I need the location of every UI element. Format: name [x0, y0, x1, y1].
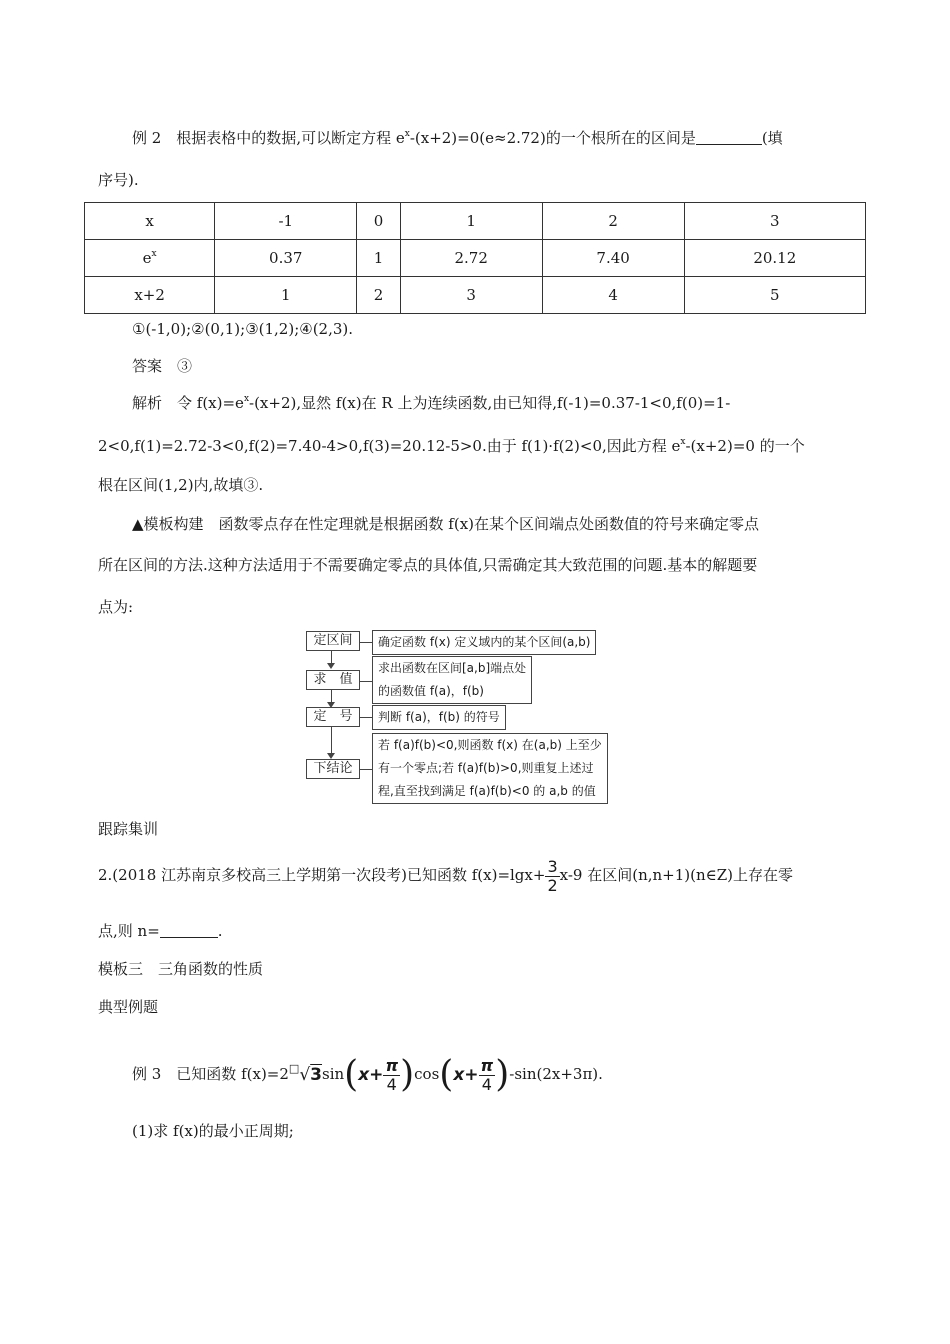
answer-blank[interactable] [696, 128, 762, 145]
example2-text-a: 例 2 根据表格中的数据,可以断定方程 e [132, 129, 405, 147]
table-cell: 2.72 [400, 240, 542, 277]
fraction-numerator: π [480, 1055, 494, 1075]
options: ①(-1,0);②(0,1);③(1,2);④(2,3). [132, 320, 354, 338]
flow-step-line: 求出函数在区间[a,b]端点处 [378, 661, 527, 675]
connector-dash [360, 717, 372, 718]
example2-text-c: (填 [761, 129, 783, 147]
fraction-numerator: 3 [547, 856, 558, 876]
table-cell: 3 [684, 203, 865, 240]
flow-step-key: 求 值 [306, 670, 360, 690]
fraction-denominator: 4 [481, 1074, 492, 1094]
table-cell: 0.37 [215, 240, 357, 277]
sqrt-icon: √ [299, 1065, 311, 1085]
data-table [84, 202, 866, 314]
tracking-title: 跟踪集训 [98, 820, 159, 838]
table-cell: 20.12 [684, 240, 865, 277]
flow-step-desc [372, 733, 608, 804]
flow-step-line: 程,直至找到满足 f(a)f(b)<0 的 a,b 的值 [378, 784, 596, 798]
table-cell: -1 [215, 203, 357, 240]
answer-blank[interactable] [160, 921, 218, 938]
sin-text: sin [322, 1065, 345, 1083]
answer: 答案 ③ [132, 357, 193, 375]
template-line3: 点为: [98, 598, 134, 616]
template-line2: 所在区间的方法.这种方法适用于不需要确定零点的具体值,只需确定其大致范围的问题.基本的解题要 [98, 556, 758, 574]
table-cell: 7.40 [542, 240, 684, 277]
table-cell: 5 [684, 277, 865, 314]
example2-line2: 序号). [98, 171, 139, 189]
example3-text: 例 3 已知函数 f(x)=2 [132, 1065, 289, 1083]
module3-title: 模板三 三角函数的性质 [98, 960, 264, 978]
fraction-denominator: 4 [386, 1074, 397, 1094]
exponent: x [151, 249, 157, 259]
module3-subtitle: 典型例题 [98, 998, 159, 1016]
exponent: x [243, 394, 250, 404]
example3-line [132, 1046, 603, 1098]
flow-step-desc [372, 630, 596, 655]
example3-question1: (1)求 f(x)的最小正周期; [132, 1122, 294, 1140]
radicand: 3 [310, 1065, 323, 1085]
flow-step-desc [372, 705, 506, 730]
question-text: . [217, 922, 223, 940]
cell-text: e [142, 249, 152, 267]
flow-step-line: 确定函数 f(x) 定义域内的某个区间(a,b) [378, 635, 591, 649]
fraction [479, 1057, 496, 1094]
connector-line [331, 727, 332, 755]
analysis-text: -(x+2)=0 的一个 [685, 437, 805, 455]
table-cell [85, 240, 215, 277]
analysis-text: 解析 令 f(x)=e [132, 394, 244, 412]
flow-step-key: 下结论 [306, 759, 360, 779]
variable-x: x+ [453, 1065, 479, 1085]
analysis-line2 [98, 435, 805, 457]
fraction-numerator: π [385, 1055, 399, 1075]
table-row [85, 240, 866, 277]
analysis-line1 [132, 392, 730, 414]
example3-text: -sin(2x+3π). [509, 1065, 603, 1083]
flow-step-key: 定 号 [306, 707, 360, 727]
example2-text-b: -(x+2)=0(e≈2.72)的一个根所在的区间是 [409, 129, 696, 147]
template-line1: ▲模板构建 函数零点存在性定理就是根据函数 f(x)在某个区间端点处函数值的符号来确定零点 [132, 515, 760, 533]
fraction [545, 858, 559, 895]
table-cell: 1 [357, 240, 401, 277]
table-cell: x+2 [85, 277, 215, 314]
table-cell: 1 [400, 203, 542, 240]
table-cell: 2 [542, 203, 684, 240]
left-paren: ( [439, 1054, 454, 1095]
flow-step-line: 有一个零点;若 f(a)f(b)>0,则重复上述过 [378, 761, 594, 775]
table-cell: x [85, 203, 215, 240]
example2-line1 [132, 127, 783, 149]
table-cell: 3 [400, 277, 542, 314]
table-row [85, 203, 866, 240]
right-paren: ) [495, 1054, 510, 1095]
connector-dash [360, 642, 372, 643]
question-text: 2.(2018 江苏南京多校高三上学期第一次段考)已知函数 f(x)=lgx+ [98, 866, 546, 884]
question-2-line1 [98, 855, 793, 895]
root-index-box: □ [288, 1062, 300, 1075]
question-text: x-9 在区间(n,n+1)(n∈Z)上存在零 [559, 866, 794, 884]
variable-x: x+ [358, 1065, 384, 1085]
flow-step-desc [372, 656, 532, 704]
arrow-down-icon [327, 663, 335, 669]
exponent: x [404, 129, 410, 139]
table-row [85, 277, 866, 314]
connector-dash [360, 681, 372, 682]
flow-step-line: 的函数值 f(a)，f(b) [378, 684, 484, 698]
question-2-line2 [98, 920, 223, 942]
analysis-text: 2<0,f(1)=2.72-3<0,f(2)=7.40-4>0,f(3)=20.12-5>0.由于 f(1)·f(2)<0,因此方程 e [98, 437, 681, 455]
cos-text: cos [414, 1065, 440, 1083]
table-cell: 1 [215, 277, 357, 314]
table-cell: 4 [542, 277, 684, 314]
connector-dash [360, 769, 372, 770]
flow-step-key: 定区间 [306, 631, 360, 651]
flow-step-line: 若 f(a)f(b)<0,则函数 f(x) 在(a,b) 上至少 [378, 738, 602, 752]
left-paren: ( [344, 1054, 359, 1095]
table-cell: 0 [357, 203, 401, 240]
right-paren: ) [400, 1054, 415, 1095]
table-cell: 2 [357, 277, 401, 314]
fraction-denominator: 2 [547, 875, 558, 895]
fraction [383, 1057, 400, 1094]
flow-step-line: 判断 f(a)，f(b) 的符号 [378, 710, 500, 724]
question-text: 点,则 n= [98, 922, 160, 940]
exponent: x [680, 437, 686, 447]
analysis-text: -(x+2),显然 f(x)在 R 上为连续函数,由已知得,f(-1)=0.37-1<0,f(0)=1- [249, 394, 731, 412]
analysis-line3: 根在区间(1,2)内,故填③. [98, 476, 264, 494]
